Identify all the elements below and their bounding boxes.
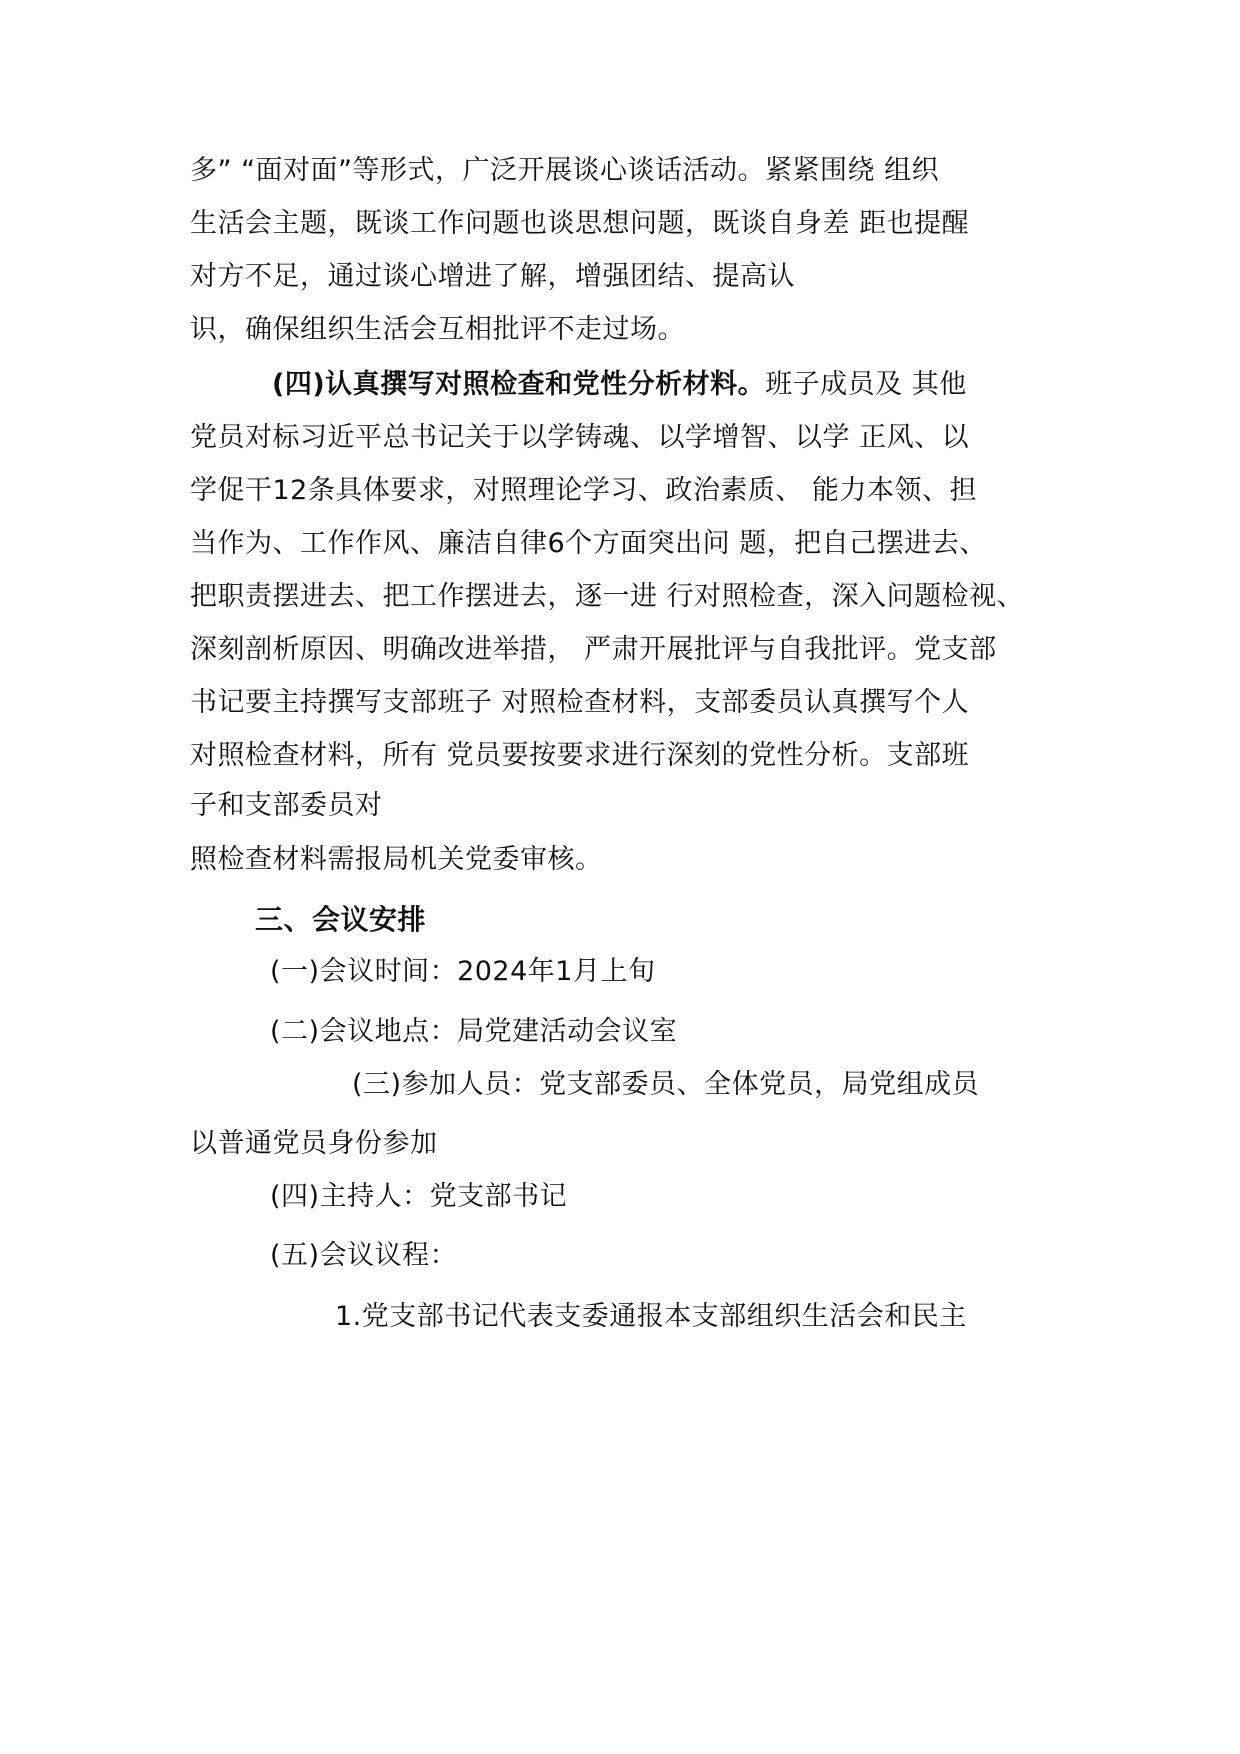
section-paragraph-first-line (272, 365, 967, 405)
body-line: 把职责摆进去、把工作摆进去，逐一进 行对照检查，深入问题检视、 (190, 581, 1025, 612)
body-text: 班子成员及 其他 (765, 369, 967, 400)
body-line: 照检查材料需报局机关党委审核。 (190, 844, 603, 875)
body-line: 识，确保组织生活会互相批评不走过场。 (190, 314, 685, 345)
section-heading-4: (四)认真撰写对照检查和党性分析材料。 (272, 369, 766, 400)
body-line: 子和支部委员对 (190, 790, 383, 821)
meeting-attendees: (三)参加人员：党支部委员、全体党员，局党组成员 (352, 1069, 980, 1100)
body-line: 书记要主持撰写支部班子 对照检查材料，支部委员认真撰写个人 (190, 687, 970, 718)
body-line: 多” “面对面”等形式，广泛开展谈心谈话活动。紧紧围绕 组织 (190, 155, 940, 186)
meeting-host: (四)主持人：党支部书记 (270, 1181, 568, 1212)
body-line: 对照检查材料，所有 党员要按要求进行深刻的党性分析。支部班 (190, 740, 970, 771)
agenda-item-1: 1.党支部书记代表支委通报本支部组织生活会和民主 (335, 1301, 967, 1332)
body-line: 当作为、工作作风、廉洁自律6个方面突出问 题，把自己摆进去、 (190, 528, 987, 559)
meeting-location: (二)会议地点：局党建活动会议室 (270, 1016, 678, 1047)
meeting-attendees-continued: 以普通党员身份参加 (190, 1128, 438, 1159)
body-line: 生活会主题，既谈工作问题也谈思想问题，既谈自身差 距也提醒 (190, 208, 970, 239)
body-line: 学促干12条具体要求，对照理论学习、政治素质、 能力本领、担 (190, 475, 977, 506)
meeting-agenda-heading: (五)会议议程： (270, 1240, 458, 1271)
meeting-time: (一)会议时间：2024年1月上旬 (270, 956, 656, 987)
body-line: 对方不足，通过谈心增进了解，增强团结、提高认 (190, 261, 795, 292)
body-line: 党员对标习近平总书记关于以学铸魂、以学增智、以学 正风、以 (190, 422, 970, 453)
section-title-meeting-arrangement: 三、会议安排 (255, 903, 427, 936)
body-line: 深刻剖析原因、明确改进举措， 严肃开展批评与自我批评。党支部 (190, 634, 997, 665)
